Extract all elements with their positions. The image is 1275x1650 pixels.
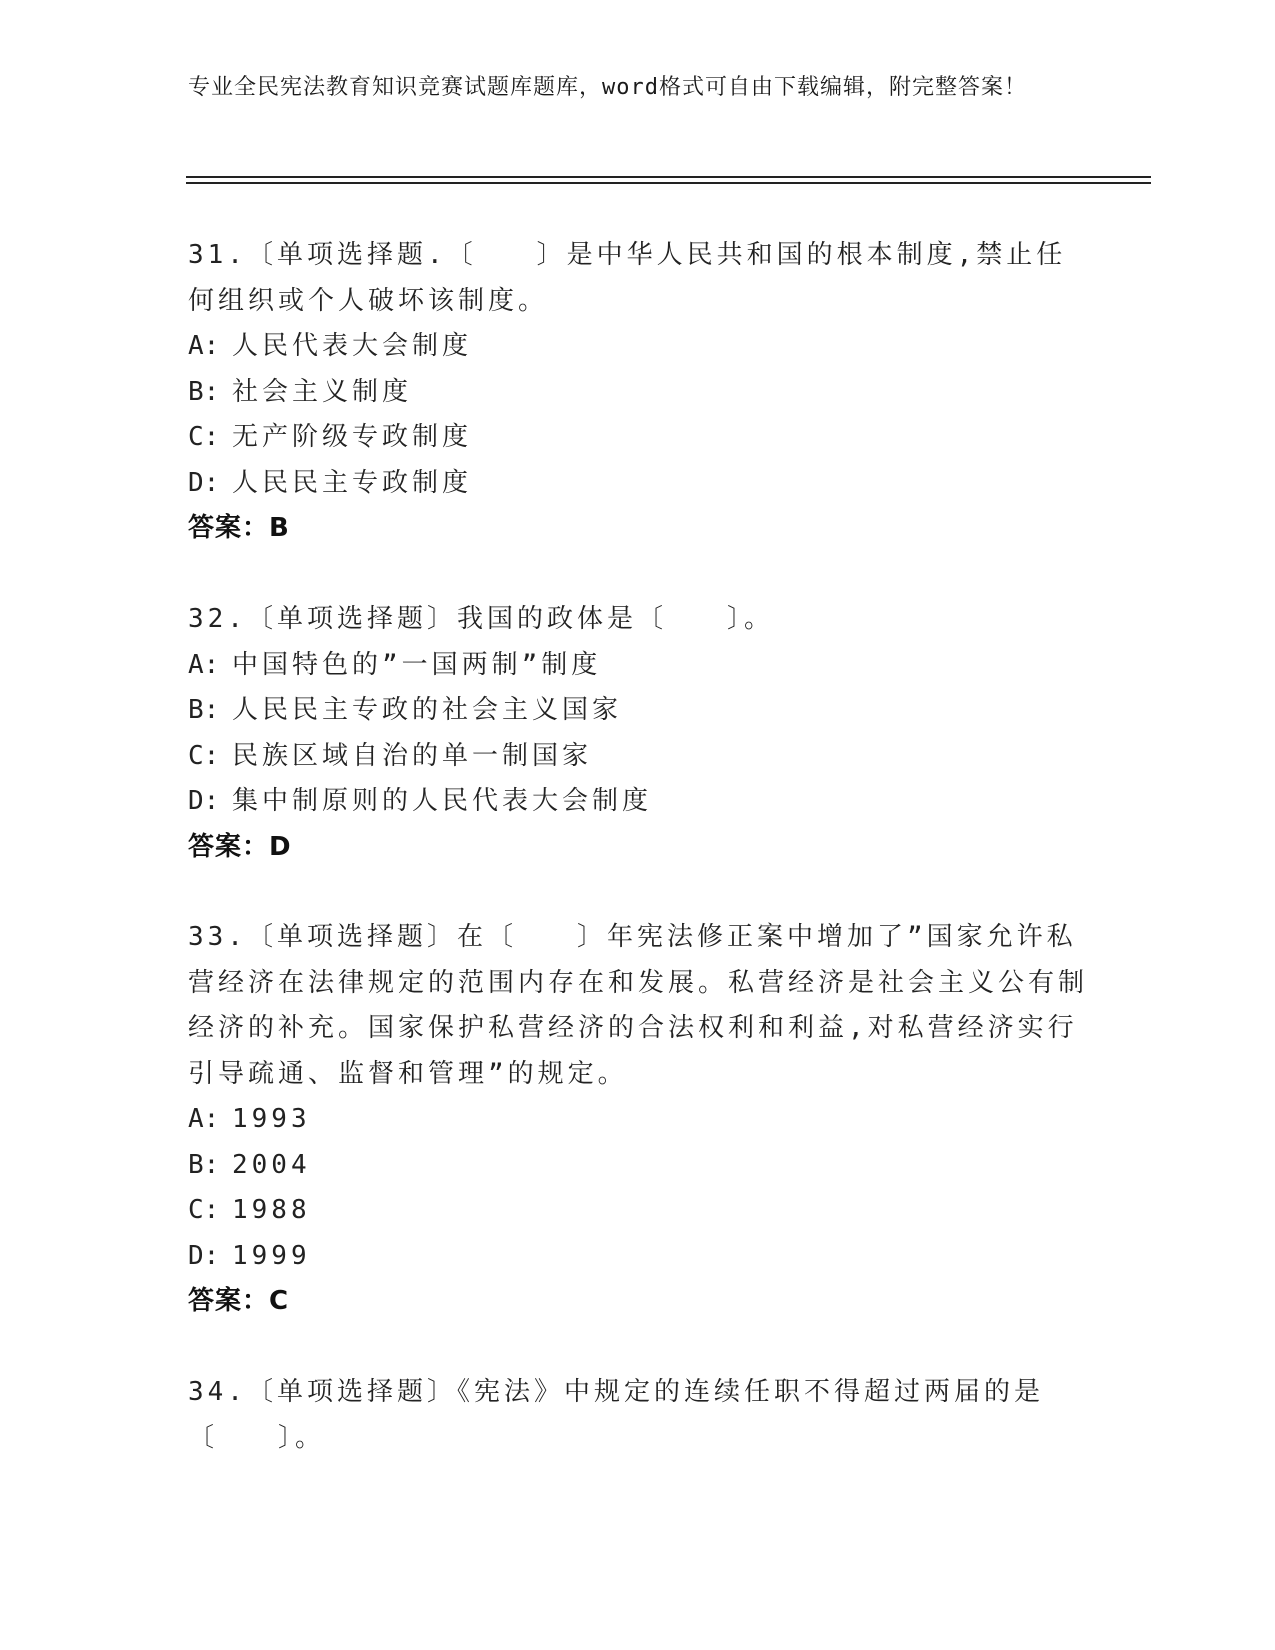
question-text: 31.〔单项选择题.〔 〕是中华人民共和国的根本制度,禁止任何组织或个人破坏该制度。 (188, 240, 1067, 316)
header-divider-top (186, 176, 1151, 178)
option-letter: D: (188, 1240, 220, 1271)
option-text: 中国特色的”一国两制”制度 (232, 649, 602, 680)
answer-line: 答案：B (188, 513, 290, 543)
option-d (188, 461, 1088, 507)
option-a (188, 324, 1088, 370)
option-text: 无产阶级专政制度 (232, 422, 473, 452)
option-text: 人民民主专政制度 (232, 467, 473, 498)
option-letter: D: (188, 467, 220, 498)
option-d (188, 1234, 1088, 1280)
option-text: 1988 (232, 1195, 311, 1225)
option-text: 民族区域自治的单一制国家 (232, 740, 593, 771)
option-a (188, 643, 1088, 689)
option-list (188, 643, 1088, 825)
option-letter: A: (188, 1104, 220, 1134)
option-letter: B: (188, 695, 220, 725)
option-b (188, 1143, 1088, 1189)
option-c (188, 1188, 1088, 1234)
answer-line: 答案：C (188, 1286, 290, 1316)
option-list (188, 324, 1088, 506)
question-34 (188, 1370, 1088, 1461)
option-a (188, 1097, 1088, 1143)
question-text: 32.〔单项选择题〕我国的政体是〔 〕。 (188, 604, 774, 634)
option-text: 2004 (232, 1149, 311, 1180)
option-letter: C: (188, 740, 220, 771)
answer-line: 答案：D (188, 831, 292, 862)
option-b (188, 688, 1088, 734)
option-text: 人民代表大会制度 (232, 331, 473, 361)
option-text: 集中制原则的人民代表大会制度 (232, 786, 653, 816)
question-33 (188, 915, 1088, 1325)
option-text: 1993 (232, 1104, 311, 1134)
option-d (188, 779, 1088, 825)
option-letter: B: (188, 1149, 220, 1180)
option-letter: C: (188, 422, 220, 452)
option-text: 社会主义制度 (232, 376, 413, 407)
option-letter: C: (188, 1195, 220, 1225)
option-letter: D: (188, 786, 220, 816)
option-b (188, 370, 1088, 416)
question-31 (188, 233, 1088, 552)
question-text: 34.〔单项选择题〕《宪法》中规定的连续任职不得超过两届的是〔 〕。 (188, 1377, 1044, 1453)
option-text: 1999 (232, 1240, 311, 1271)
option-c (188, 415, 1088, 461)
option-text: 人民民主专政的社会主义国家 (232, 695, 623, 725)
option-list (188, 1097, 1088, 1279)
question-32 (188, 597, 1088, 870)
option-c (188, 734, 1088, 780)
option-letter: B: (188, 376, 220, 407)
option-letter: A: (188, 649, 220, 680)
question-text: 33.〔单项选择题〕在〔 〕年宪法修正案中增加了”国家允许私营经济在法律规定的范围内存在和发展。私营经济是社会主义公有制经济的补充。国家保护私营经济的合法权利和利益,对私营经济实行引导疏通、监督和管理”的规定。 (188, 922, 1089, 1089)
document-header: 专业全民宪法教育知识竞赛试题库题库，word格式可自由下载编辑，附完整答案！ (188, 75, 1027, 100)
option-letter: A: (188, 331, 220, 361)
header-divider-bottom (186, 182, 1151, 184)
